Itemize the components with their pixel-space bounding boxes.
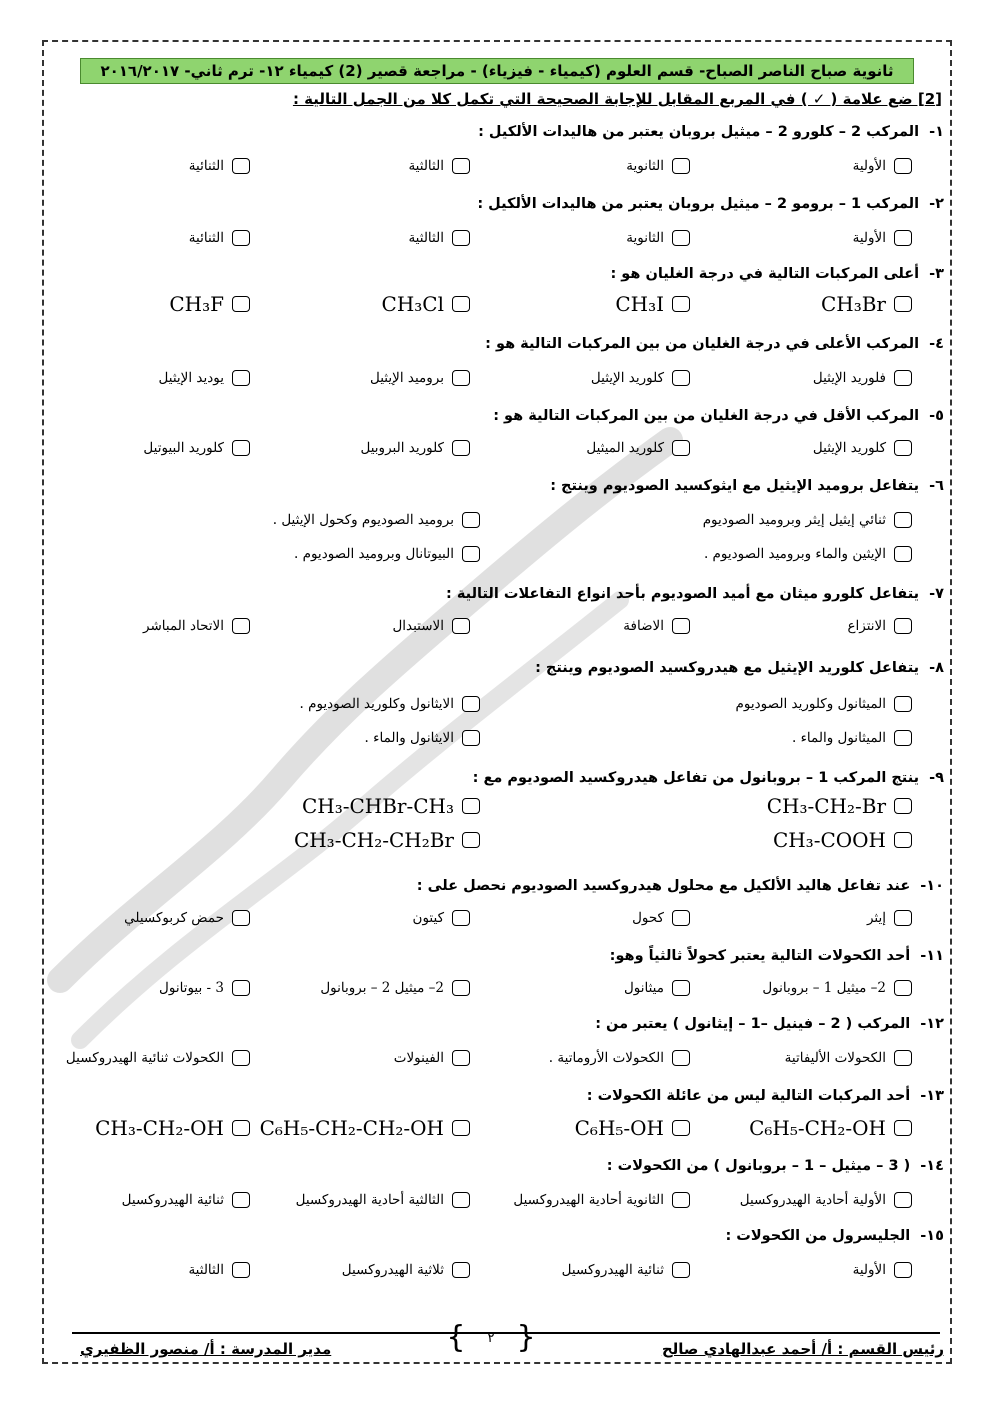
answer-checkbox[interactable] bbox=[452, 370, 470, 386]
answer-checkbox[interactable] bbox=[452, 618, 470, 634]
question-text: ينتج المركب 1 – بروبانول من تفاعل هيدروكسيد الصوديوم مع : bbox=[472, 770, 920, 786]
option-label: الكحولات ثنائية الهيدروكسيل bbox=[65, 1050, 224, 1066]
option-label: بروميد الصوديوم وكحول الإيثيل . bbox=[272, 512, 454, 528]
answer-checkbox[interactable] bbox=[232, 910, 250, 926]
question-11-option-4[interactable] bbox=[159, 980, 250, 996]
question-14-option-1[interactable] bbox=[740, 1192, 912, 1208]
option-label: يوديد الإيثيل bbox=[158, 370, 224, 386]
answer-checkbox[interactable] bbox=[672, 1262, 690, 1278]
question-6-option-4[interactable] bbox=[294, 546, 480, 562]
option-label: CH₃I bbox=[615, 292, 664, 316]
option-label: CH₃Br bbox=[820, 292, 886, 316]
question-11-option-2[interactable] bbox=[624, 980, 690, 996]
option-label: الاضافة bbox=[623, 618, 664, 634]
question-4-option-4[interactable] bbox=[159, 370, 250, 386]
option-label: C₆H₅-CH₂-CH₂-OH bbox=[259, 1116, 444, 1140]
option-label: الايثانول وكلوريد الصوديوم . bbox=[299, 696, 454, 712]
option-label: الأولية bbox=[852, 1262, 886, 1278]
question-15-option-4[interactable] bbox=[188, 1262, 250, 1278]
question-6 bbox=[550, 478, 944, 494]
option-label: 2– ميثيل 1 – بروبانول bbox=[762, 980, 886, 996]
answer-checkbox[interactable] bbox=[672, 910, 690, 926]
answer-checkbox[interactable] bbox=[452, 440, 470, 456]
option-label: الميثانول والماء . bbox=[792, 730, 886, 746]
option-label: كلوريد الميثيل bbox=[586, 440, 664, 456]
option-label: الاستبدال bbox=[392, 618, 444, 634]
answer-checkbox[interactable] bbox=[894, 730, 912, 746]
answer-checkbox[interactable] bbox=[672, 1192, 690, 1208]
question-number: ١١- bbox=[920, 948, 944, 964]
question-12-option-2[interactable] bbox=[549, 1050, 690, 1066]
answer-checkbox[interactable] bbox=[894, 910, 912, 926]
option-label: الثنائية bbox=[188, 230, 224, 246]
answer-checkbox[interactable] bbox=[452, 980, 470, 996]
option-label: البيوتانال وبروميد الصوديوم . bbox=[294, 546, 454, 562]
answer-checkbox[interactable] bbox=[894, 370, 912, 386]
option-label: 2– ميثيل 2 – بروبانول bbox=[320, 980, 444, 996]
answer-checkbox[interactable] bbox=[232, 1120, 250, 1136]
question-text: المركب ( 2 – فينيل –1 – إيثانول ) يعتبر من : bbox=[595, 1016, 911, 1032]
question-number: ١- bbox=[929, 124, 944, 140]
option-label: الكحولات الأروماتية . bbox=[548, 1050, 664, 1066]
question-13-option-2[interactable] bbox=[575, 1116, 690, 1140]
question-1-option-3[interactable] bbox=[408, 158, 470, 174]
option-label: الثالثية bbox=[408, 230, 444, 246]
option-label: ثلاثية الهيدروكسيل bbox=[341, 1262, 444, 1278]
question-13-option-1[interactable] bbox=[749, 1116, 912, 1140]
question-1-option-1[interactable] bbox=[853, 158, 912, 174]
question-13 bbox=[587, 1088, 944, 1104]
answer-checkbox[interactable] bbox=[672, 618, 690, 634]
answer-checkbox[interactable] bbox=[894, 296, 912, 312]
question-10-option-2[interactable] bbox=[632, 910, 690, 926]
footer-principal: مدير المدرسة : أ/ منصور الظفيري bbox=[80, 1340, 332, 1358]
answer-checkbox[interactable] bbox=[232, 230, 250, 246]
answer-checkbox[interactable] bbox=[452, 230, 470, 246]
answer-checkbox[interactable] bbox=[232, 158, 250, 174]
question-13-option-3[interactable] bbox=[260, 1116, 470, 1140]
question-number: ١٠- bbox=[920, 878, 944, 894]
question-text: المركب الأعلى في درجة الغليان من بين المركبات التالية هو : bbox=[485, 336, 920, 352]
option-label: CH₃Cl bbox=[381, 292, 444, 316]
option-label: كلوريد الإيثيل bbox=[590, 370, 664, 386]
answer-checkbox[interactable] bbox=[462, 730, 480, 746]
question-number: ٢- bbox=[929, 196, 944, 212]
answer-checkbox[interactable] bbox=[462, 696, 480, 712]
answer-checkbox[interactable] bbox=[894, 1120, 912, 1136]
option-label: الأولية أحادية الهيدروكسيل bbox=[739, 1192, 886, 1208]
option-label: الثانوية bbox=[626, 230, 664, 246]
answer-checkbox[interactable] bbox=[232, 980, 250, 996]
answer-checkbox[interactable] bbox=[462, 546, 480, 562]
answer-checkbox[interactable] bbox=[232, 1050, 250, 1066]
answer-checkbox[interactable] bbox=[232, 296, 250, 312]
question-4-option-3[interactable] bbox=[370, 370, 470, 386]
answer-checkbox[interactable] bbox=[894, 1192, 912, 1208]
question-11-option-1[interactable] bbox=[762, 980, 912, 996]
answer-checkbox[interactable] bbox=[462, 832, 480, 848]
answer-checkbox[interactable] bbox=[672, 1050, 690, 1066]
option-label: ثنائي إيثيل إيثر وبروميد الصوديوم bbox=[702, 512, 886, 528]
option-label: CH₃-CH₂-OH bbox=[95, 1116, 224, 1140]
question-9-option-3[interactable] bbox=[773, 828, 912, 852]
question-8-option-1[interactable] bbox=[736, 696, 912, 712]
option-label: الثنائية bbox=[188, 158, 224, 174]
option-label: كلوريد البيوتيل bbox=[143, 440, 224, 456]
question-number: ١٤- bbox=[920, 1158, 944, 1174]
question-11 bbox=[610, 948, 944, 964]
question-14-option-4[interactable] bbox=[122, 1192, 250, 1208]
question-number: ١٢- bbox=[920, 1016, 944, 1032]
question-7 bbox=[446, 586, 944, 602]
question-text: أعلى المركبات التالية في درجة الغليان هو : bbox=[610, 266, 920, 282]
question-14 bbox=[607, 1158, 944, 1174]
question-9-option-1[interactable] bbox=[767, 794, 912, 818]
question-7-option-4[interactable] bbox=[143, 618, 250, 634]
option-label: الفينولات bbox=[393, 1050, 444, 1066]
question-text: أحد المركبات التالية ليس من عائلة الكحولات : bbox=[586, 1088, 911, 1104]
question-12 bbox=[595, 1016, 944, 1032]
question-5-option-4[interactable] bbox=[143, 440, 250, 456]
question-10 bbox=[417, 878, 944, 894]
option-label: الإيثين والماء وبروميد الصوديوم . bbox=[703, 546, 886, 562]
page-header: ثانوية صباح الناصر الصباح- قسم العلوم (كيمياء - فيزياء) - مراجعة قصير (2) كيمياء ١٢- ترم ثاني- ٢٠١٦/٢٠١٧ bbox=[80, 58, 914, 84]
answer-checkbox[interactable] bbox=[894, 798, 912, 814]
option-label: الثانوية bbox=[626, 158, 664, 174]
question-number: ٩- bbox=[929, 770, 944, 786]
question-13-option-4[interactable] bbox=[95, 1116, 250, 1140]
option-label: CH₃-CH₂-CH₂Br bbox=[293, 828, 454, 852]
option-label: C₆H₅-CH₂-OH bbox=[749, 1116, 886, 1140]
question-1-option-2[interactable] bbox=[626, 158, 690, 174]
question-text: المركب 1 – برومو 2 – ميثيل بروبان يعتبر من هاليدات الألكيل : bbox=[477, 196, 920, 212]
question-14-option-2[interactable] bbox=[513, 1192, 690, 1208]
option-label: CH₃F bbox=[169, 292, 224, 316]
page-number: ٢ bbox=[487, 1330, 495, 1346]
answer-checkbox[interactable] bbox=[232, 618, 250, 634]
question-12-option-4[interactable] bbox=[66, 1050, 250, 1066]
question-4 bbox=[485, 336, 944, 352]
question-5-option-3[interactable] bbox=[361, 440, 471, 456]
option-label: C₆H₅-OH bbox=[574, 1116, 664, 1140]
answer-checkbox[interactable] bbox=[894, 158, 912, 174]
option-label: CH₃-CH₂-Br bbox=[766, 794, 886, 818]
question-text: المركب الأقل في درجة الغليان من بين المركبات التالية هو : bbox=[493, 408, 920, 424]
question-4-option-1[interactable] bbox=[813, 370, 912, 386]
answer-checkbox[interactable] bbox=[232, 440, 250, 456]
question-3-option-4[interactable] bbox=[169, 292, 250, 316]
question-15 bbox=[725, 1228, 944, 1244]
page-number-box: { ٢ } bbox=[446, 1320, 536, 1355]
option-label: الثانوية أحادية الهيدروكسيل bbox=[513, 1192, 664, 1208]
question-2-option-1[interactable] bbox=[853, 230, 912, 246]
question-12-option-1[interactable] bbox=[785, 1050, 912, 1066]
question-4-option-2[interactable] bbox=[591, 370, 690, 386]
question-11-option-3[interactable] bbox=[320, 980, 470, 996]
question-8-option-3[interactable] bbox=[792, 730, 912, 746]
question-number: ٨- bbox=[929, 660, 944, 676]
question-7-option-1[interactable] bbox=[847, 618, 912, 634]
question-text: أحد الكحولات التالية يعتبر كحولاً ثالثياً وهو: bbox=[609, 948, 911, 964]
option-label: الانتزاع bbox=[847, 618, 886, 634]
footer-department-head: رئيس القسم : أ/ أحمد عبدالهادي صالح bbox=[661, 1340, 944, 1358]
answer-checkbox[interactable] bbox=[894, 546, 912, 562]
option-label: 3 - بيوتانول bbox=[159, 980, 224, 996]
answer-checkbox[interactable] bbox=[672, 440, 690, 456]
answer-checkbox[interactable] bbox=[672, 230, 690, 246]
question-9-option-2[interactable] bbox=[302, 794, 480, 818]
option-label: الميثانول وكلوريد الصوديوم bbox=[735, 696, 886, 712]
answer-checkbox[interactable] bbox=[452, 296, 470, 312]
question-text: يتفاعل كلورو ميثان مع أميد الصوديوم بأحد انواع التفاعلات التالية : bbox=[446, 586, 920, 602]
question-15-option-2[interactable] bbox=[562, 1262, 690, 1278]
answer-checkbox[interactable] bbox=[462, 798, 480, 814]
question-text: المركب 2 – كلورو 2 – ميثيل بروبان يعتبر من هاليدات الألكيل : bbox=[478, 124, 920, 140]
option-label: فلوريد الإيثيل bbox=[812, 370, 886, 386]
option-label: الأولية bbox=[852, 158, 886, 174]
option-label: إيثر bbox=[866, 910, 886, 926]
answer-checkbox[interactable] bbox=[232, 1262, 250, 1278]
question-15-option-1[interactable] bbox=[853, 1262, 912, 1278]
answer-checkbox[interactable] bbox=[894, 230, 912, 246]
answer-checkbox[interactable] bbox=[894, 1262, 912, 1278]
answer-checkbox[interactable] bbox=[462, 512, 480, 528]
question-text: يتفاعل كلوريد الإيثيل مع هيدروكسيد الصوديوم وينتج : bbox=[535, 660, 920, 676]
question-10-option-1[interactable] bbox=[867, 910, 912, 926]
question-8-option-2[interactable] bbox=[300, 696, 481, 712]
option-label: كيتون bbox=[412, 910, 444, 926]
question-14-option-3[interactable] bbox=[296, 1192, 470, 1208]
answer-checkbox[interactable] bbox=[232, 1192, 250, 1208]
question-1 bbox=[478, 124, 944, 140]
answer-checkbox[interactable] bbox=[894, 512, 912, 528]
question-text: عند تفاعل هاليد الألكيل مع محلول هيدروكسيد الصوديوم نحصل على : bbox=[416, 878, 911, 894]
question-text: يتفاعل بروميد الإيثيل مع ايثوكسيد الصوديوم وينتج : bbox=[550, 478, 920, 494]
question-15-option-3[interactable] bbox=[342, 1262, 470, 1278]
question-3-option-3[interactable] bbox=[382, 292, 470, 316]
question-number: ٤- bbox=[929, 336, 944, 352]
question-text: الجليسرول من الكحولات : bbox=[725, 1228, 911, 1244]
option-label: حمض كربوكسيلي bbox=[124, 910, 224, 926]
question-number: ٣- bbox=[929, 266, 944, 282]
question-number: ١٥- bbox=[920, 1228, 944, 1244]
option-label: CH₃-COOH bbox=[772, 828, 886, 852]
answer-checkbox[interactable] bbox=[452, 910, 470, 926]
option-label: الاتحاد المباشر bbox=[143, 618, 224, 634]
question-7-option-2[interactable] bbox=[623, 618, 690, 634]
question-9 bbox=[473, 770, 944, 786]
question-6-option-3[interactable] bbox=[704, 546, 912, 562]
option-label: ثنائية الهيدروكسيل bbox=[121, 1192, 224, 1208]
answer-checkbox[interactable] bbox=[672, 980, 690, 996]
question-number: ٦- bbox=[929, 478, 944, 494]
question-5 bbox=[493, 408, 944, 424]
question-2 bbox=[477, 196, 944, 212]
option-label: الثالثية bbox=[408, 158, 444, 174]
question-7-option-3[interactable] bbox=[392, 618, 470, 634]
option-label: الكحولات الأليفاتية bbox=[784, 1050, 886, 1066]
question-3 bbox=[610, 266, 944, 282]
option-label: ميثانول bbox=[623, 980, 664, 996]
option-label: كلوريد البروبيل bbox=[360, 440, 444, 456]
question-10-option-3[interactable] bbox=[413, 910, 470, 926]
instruction-text: [2] ضع علامة ( ✓ ) في المربع المقابل للإجابة الصحيحة التي تكمل كلا من الجمل التالية : bbox=[292, 90, 942, 108]
answer-checkbox[interactable] bbox=[894, 1050, 912, 1066]
answer-checkbox[interactable] bbox=[672, 158, 690, 174]
option-label: ثنائية الهيدروكسيل bbox=[561, 1262, 664, 1278]
question-5-option-1[interactable] bbox=[813, 440, 912, 456]
option-label: الثالثية أحادية الهيدروكسيل bbox=[295, 1192, 444, 1208]
question-6-option-2[interactable] bbox=[273, 512, 480, 528]
question-8 bbox=[535, 660, 944, 676]
option-label: كلوريد الإيثيل bbox=[812, 440, 886, 456]
option-label: الثالثية bbox=[188, 1262, 224, 1278]
answer-checkbox[interactable] bbox=[672, 370, 690, 386]
option-label: بروميد الإيثيل bbox=[370, 370, 444, 386]
answer-checkbox[interactable] bbox=[894, 696, 912, 712]
question-3-option-2[interactable] bbox=[615, 292, 690, 316]
answer-checkbox[interactable] bbox=[452, 1192, 470, 1208]
question-9-option-4[interactable] bbox=[294, 828, 480, 852]
answer-checkbox[interactable] bbox=[672, 1120, 690, 1136]
question-2-option-4[interactable] bbox=[189, 230, 250, 246]
answer-checkbox[interactable] bbox=[452, 1050, 470, 1066]
option-label: الأولية bbox=[852, 230, 886, 246]
answer-checkbox[interactable] bbox=[232, 370, 250, 386]
answer-checkbox[interactable] bbox=[894, 832, 912, 848]
answer-checkbox[interactable] bbox=[894, 440, 912, 456]
answer-checkbox[interactable] bbox=[894, 618, 912, 634]
answer-checkbox[interactable] bbox=[672, 296, 690, 312]
question-5-option-2[interactable] bbox=[586, 440, 690, 456]
answer-checkbox[interactable] bbox=[452, 158, 470, 174]
answer-checkbox[interactable] bbox=[452, 1262, 470, 1278]
answer-checkbox[interactable] bbox=[452, 1120, 470, 1136]
option-label: CH₃-CHBr-CH₃ bbox=[301, 794, 454, 818]
answer-checkbox[interactable] bbox=[894, 980, 912, 996]
question-2-option-3[interactable] bbox=[408, 230, 470, 246]
question-3-option-1[interactable] bbox=[821, 292, 912, 316]
option-label: كحول bbox=[632, 910, 664, 926]
question-8-option-4[interactable] bbox=[365, 730, 480, 746]
question-number: ٥- bbox=[929, 408, 944, 424]
question-10-option-4[interactable] bbox=[124, 910, 250, 926]
question-text: ( 3 – ميثيل – 1 – بروبانول ) من الكحولات : bbox=[606, 1158, 911, 1174]
option-label: الايثانول والماء . bbox=[364, 730, 454, 746]
question-number: ٧- bbox=[929, 586, 944, 602]
question-2-option-2[interactable] bbox=[626, 230, 690, 246]
question-number: ١٣- bbox=[920, 1088, 944, 1104]
question-1-option-4[interactable] bbox=[189, 158, 250, 174]
question-6-option-1[interactable] bbox=[703, 512, 912, 528]
question-12-option-3[interactable] bbox=[394, 1050, 470, 1066]
